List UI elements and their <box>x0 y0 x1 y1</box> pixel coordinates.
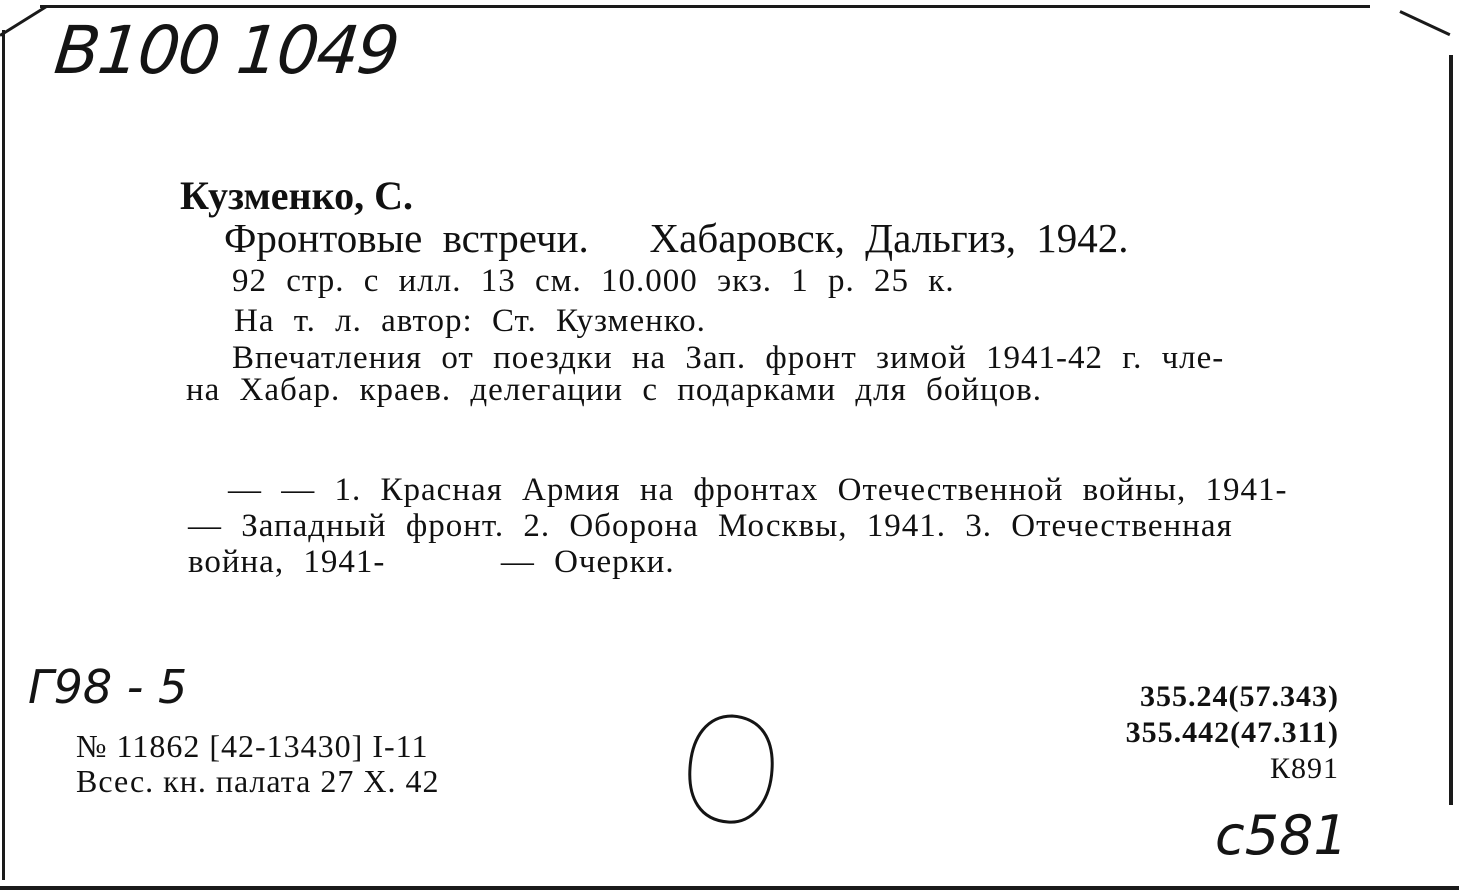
top-right-corner-line <box>1399 10 1450 36</box>
record-number: № 11862 [42-13430] I-11 <box>76 728 429 764</box>
annotation-line-2: на Хабар. краев. делегации с подарками для бойцов. <box>186 372 1042 408</box>
title-line: Фронтовые встречи. Хабаровск, Дальгиз, 1942. <box>224 215 1129 261</box>
hole-punch-circle-icon <box>682 710 782 830</box>
right-border-line <box>1449 55 1453 805</box>
top-left-corner-line <box>0 5 47 37</box>
author-note: На т. л. автор: Ст. Кузменко. <box>234 303 706 339</box>
author-heading: Кузменко, С. <box>180 173 413 218</box>
shelf-mark: B100 1049 <box>50 12 402 89</box>
book-chamber-note: Всес. кн. палата 27 X. 42 <box>76 763 440 799</box>
subject-headings-line-1: — — 1. Красная Армия на фронтах Отечественной войны, 1941- <box>228 472 1288 508</box>
annotation-line-1: Впечатления от поездки на Зап. фронт зимой 1941-42 г. чле- <box>232 340 1225 376</box>
bottom-border-line <box>0 886 1459 890</box>
left-border-line <box>2 30 5 880</box>
classification-code-1: 355.24(57.343) <box>1140 680 1339 713</box>
top-border-line <box>40 5 1370 8</box>
inventory-number: с581 <box>1215 804 1348 867</box>
physical-description: 92 стр. с илл. 13 см. 10.000 экз. 1 р. 25 к. <box>232 263 955 299</box>
subject-headings-line-3: война, 1941- — Очерки. <box>188 544 675 580</box>
classification-code-2: 355.442(47.311) <box>1125 716 1339 749</box>
handwritten-number: Г98 - 5 <box>28 660 188 714</box>
author-mark: К891 <box>1269 752 1339 785</box>
subject-headings-line-2: — Западный фронт. 2. Оборона Москвы, 1941. 3. Отечественная <box>188 508 1233 544</box>
